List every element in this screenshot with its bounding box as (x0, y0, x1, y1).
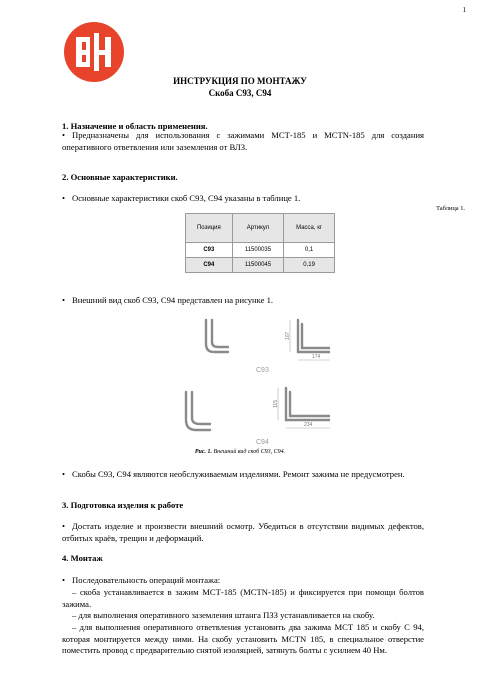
c94-width-dimension: 234 (304, 422, 313, 428)
section-4-step-3: – для выполнения оперативного ответвления установить два зажима МСТ 185 и скобу С 94, которая монтируется между ними. На скобу установить МСТN 185, в специальное отверстие поместить провод с предварительно снятой изоляцией, затянуть болты с усилием 40 Нм. (62, 622, 424, 655)
section-4-heading: 4. Монтаж (62, 553, 103, 563)
characteristics-table (185, 213, 335, 273)
c94-label: С94 (256, 439, 269, 446)
table-header: Масса, кг (284, 214, 335, 243)
c94-height-dimension: 115 (273, 400, 279, 408)
figure-caption: Рис. 1. Внешний вид скоб С93, С94. (194, 449, 286, 455)
table-cell: 0,1 (284, 243, 335, 258)
c93-label: С93 (256, 367, 269, 374)
document-subtitle: Скоба С93, С94 (208, 88, 272, 98)
table-row (186, 258, 335, 273)
section-3-text: • Достать изделие и произвести внешний осмотр. Убедиться в отсутствии видимых дефектов, отбитых краёв, трещин и деформаций. (62, 521, 424, 543)
section-2-text: • Основные характеристики скоб С93, С94 указаны в таблице 1. (62, 193, 301, 203)
section-2-heading: 2. Основные характеристики. (62, 172, 178, 182)
section-4-step-2: – для выполнения оперативного заземления штанга ПЗЗ устанавливается на скобу. (72, 610, 375, 620)
company-logo (62, 20, 126, 84)
document-title: ИНСТРУКЦИЯ ПО МОНТАЖУ (173, 76, 307, 86)
table-row (186, 243, 335, 258)
c93-width-dimension: 174 (312, 354, 321, 360)
bracket-figure (170, 312, 330, 448)
table-header: Позиция (186, 214, 233, 243)
section-3-heading: 3. Подготовка изделия к работе (62, 500, 184, 510)
maintenance-note: • Скобы С93, С94 являются необслуживаемым изделиями. Ремонт зажима не предусмотрен. (62, 469, 405, 479)
section-4-step-1: – скоба устанавливается в зажим МСТ-185 (МСТN-185) и фиксируется при помощи болтов зажима. (62, 587, 424, 609)
section-4-intro: • Последовательность операций монтажа: (62, 575, 221, 585)
section-1-heading: 1. Назначение и область применения. (62, 121, 208, 131)
c93-height-dimension: 107 (285, 331, 291, 340)
table-caption: Таблица 1. (436, 205, 465, 212)
figure-reference-text: • Внешний вид скоб С93, С94 представлен на рисунке 1. (62, 295, 274, 305)
table-cell: 0,19 (284, 258, 335, 273)
table-cell: С93 (186, 243, 233, 258)
section-1-text: • Предназначены для использования с зажимами МСТ-185 и МСТN-185 для создания оперативного ответвления или заземления от ВЛЗ. (62, 130, 424, 152)
table-cell: С94 (186, 258, 233, 273)
page-number: 1 (462, 6, 466, 14)
table-cell: 11500045 (232, 258, 283, 273)
table-cell: 11500035 (232, 243, 283, 258)
table-header: Артикул (232, 214, 283, 243)
